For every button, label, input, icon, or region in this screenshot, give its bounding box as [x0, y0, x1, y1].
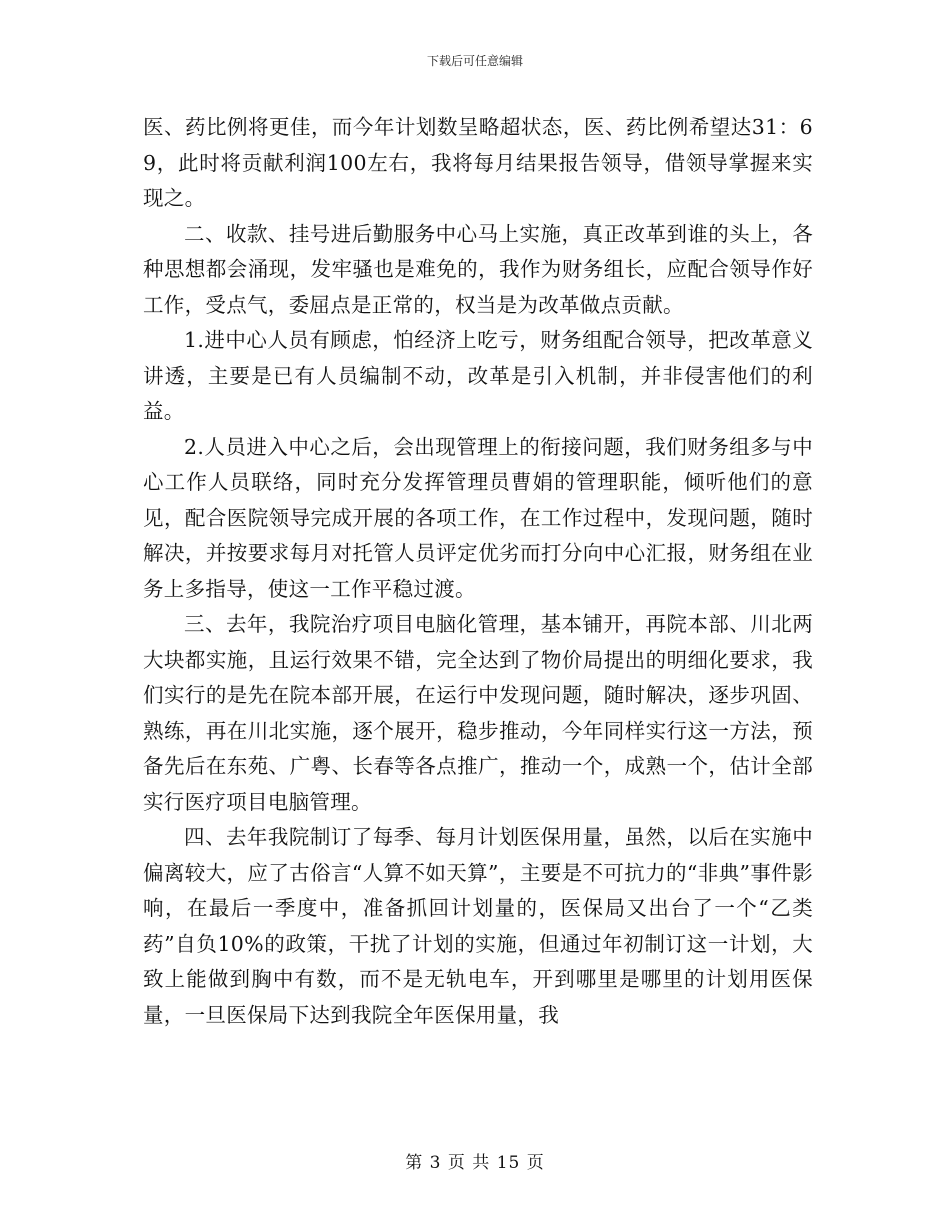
paragraph-item-two: 2.人员进入中心之后，会出现管理上的衔接问题，我们财务组多与中心工作人员联络，同时充分发挥管理员曹娟的管理职能，倾听他们的意见，配合医院领导完成开展的各项工作，在工作过程中，发现问题，随时解决，并按要求每月对托管人员评定优劣而打分向中心汇报，财务组在业务上多指导，使这一工作平稳过渡。: [143, 434, 813, 601]
document-body: [143, 110, 813, 1033]
paragraph-item-one: 1.进中心人员有顾虑，怕经济上吃亏，财务组配合领导，把改革意义讲透，主要是已有人员编制不动，改革是引入机制，并非侵害他们的利益。: [143, 328, 813, 423]
paragraph-section-four: 四、去年我院制订了每季、每月计划医保用量，虽然，以后在实施中偏离较大，应了古俗言“人算不如天算”，主要是不可抗力的“非典”事件影响，在最后一季度中，准备抓回计划量的，医保局又出台了一个“乙类药”自负10%的政策，干扰了计划的实施，但通过年初制订这一计划，大致上能做到胸中有数，而不是无轨电车，开到哪里是哪里的计划用医保量，一旦医保局下达到我院全年医保用量，我: [143, 825, 813, 1027]
paragraph-continuation: 医、药比例将更佳，而今年计划数呈略超状态，医、药比例希望达31：69，此时将贡献利润100左右，我将每月结果报告领导，借领导掌握来实现之。: [143, 115, 813, 210]
page-number: 第 3 页 共 15 页: [405, 1153, 545, 1173]
page-header: 下载后可任意编辑: [426, 54, 523, 68]
paragraph-section-two: 二、收款、挂号进后勤服务中心马上实施，真正改革到谁的头上，各种思想都会涌现，发牢骚也是难免的，我作为财务组长，应配合领导作好工作，受点气，委屈点是正常的，权当是为改革做点贡献。: [143, 221, 813, 317]
paragraph-section-three: 三、去年，我院治疗项目电脑化管理，基本铺开，再院本部、川北两大块都实施，且运行效果不错，完全达到了物价局提出的明细化要求，我们实行的是先在院本部开展，在运行中发现问题，随时解决，逐步巩固、熟练，再在川北实施，逐个展开，稳步推动，今年同样实行这一方法，预备先后在东苑、广粤、长春等各点推广，推动一个，成熟一个，估计全部实行医疗项目电脑管理。: [143, 612, 813, 814]
